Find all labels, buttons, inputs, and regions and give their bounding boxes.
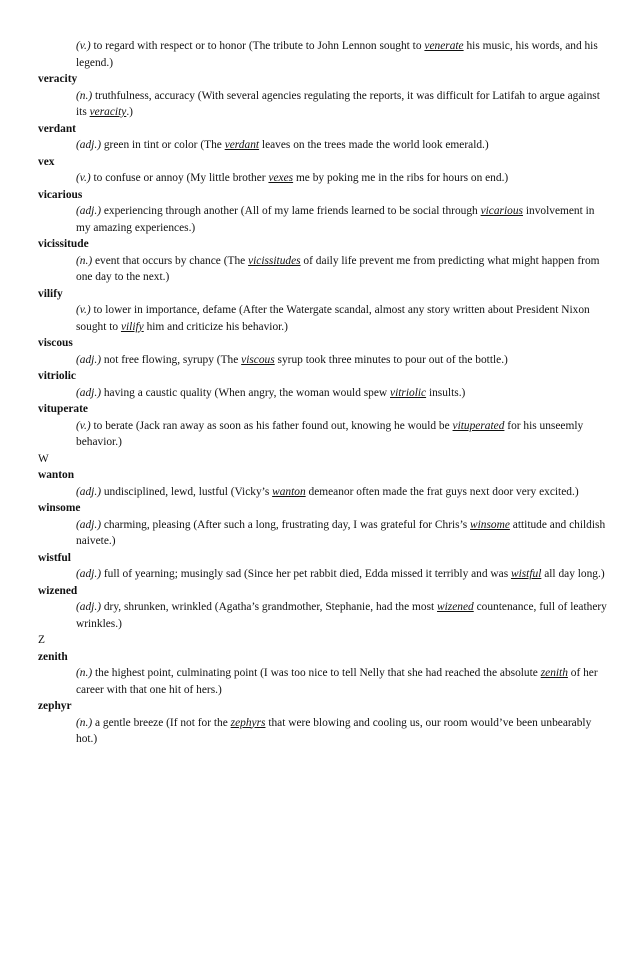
- definition-text: the highest point, culminating point (I was too nice to tell Nelly that she had reached the absolute: [92, 667, 541, 679]
- glossary-entry: [38, 71, 608, 121]
- definition-text: to confuse or annoy (My little brother: [90, 172, 269, 184]
- example-text: countenance, full of leathery wrinkles.): [76, 601, 607, 630]
- example-text: .): [126, 106, 133, 118]
- entry-definition: [38, 385, 608, 402]
- definition-text: full of yearning; musingly sad (Since her pet rabbit died, Edda missed it terribly and was: [101, 568, 511, 580]
- glossary-entry: [38, 368, 608, 401]
- definition-text: to berate (Jack ran away as soon as his father found out, knowing he would be: [90, 419, 453, 432]
- entry-definition: [38, 38, 608, 71]
- example-word: wanton: [272, 485, 306, 498]
- definition-text: a gentle breeze (If not for the: [92, 716, 231, 729]
- part-of-speech: (adj.): [76, 139, 101, 151]
- example-word: zenith: [540, 667, 568, 679]
- example-word: vitriolic: [390, 386, 427, 399]
- definition-text: charming, pleasing (After such a long, frustrating day, I was grateful for Chris’s: [101, 518, 471, 531]
- example-text: him and criticize his behavior.): [143, 320, 288, 333]
- entry-word: winsome: [38, 502, 81, 514]
- entry-word: vituperate: [38, 403, 88, 415]
- glossary-entry: [38, 286, 608, 336]
- example-word: venerate: [424, 40, 464, 52]
- glossary-entry: [38, 401, 608, 451]
- entry-definition: [38, 203, 608, 236]
- glossary-entry: [38, 154, 608, 187]
- definition-text: to lower in importance, defame (After the Watergate scandal, almost any story written about President Nixon sought to: [76, 304, 590, 333]
- part-of-speech: (adj.): [76, 386, 101, 399]
- entry-definition: [38, 137, 608, 154]
- entry-word: viscous: [38, 337, 73, 349]
- entry-word: wistful: [38, 551, 71, 564]
- definition-text: not free flowing, syrupy (The: [101, 353, 242, 366]
- example-text: attitude and childish naivete.): [76, 518, 606, 547]
- entry-word: wanton: [38, 469, 75, 481]
- example-text: his music, his words, and his legend.): [76, 40, 598, 69]
- example-word: vicissitudes: [248, 254, 301, 267]
- example-text: me by poking me in the ribs for hours on end.): [293, 172, 509, 184]
- entry-word: verdant: [38, 122, 76, 135]
- definition-text: experiencing through another (All of my lame friends learned to be social through: [101, 205, 481, 217]
- glossary-entry: [38, 236, 608, 286]
- part-of-speech: (v.): [76, 419, 91, 432]
- entry-definition: [38, 715, 608, 748]
- entry-word: vicarious: [38, 188, 83, 201]
- part-of-speech: (v.): [76, 172, 91, 184]
- example-word: vicarious: [480, 205, 523, 217]
- glossary-entry: [38, 187, 608, 237]
- entry-definition: [38, 599, 608, 632]
- definition-text: having a caustic quality (When angry, the woman would spew: [101, 386, 391, 399]
- example-text: insults.): [426, 386, 466, 399]
- example-word: verdant: [224, 139, 260, 151]
- entry-definition: [38, 352, 608, 369]
- entry-word: vicissitude: [38, 238, 89, 250]
- part-of-speech: (adj.): [76, 601, 101, 613]
- part-of-speech: (v.): [76, 304, 91, 316]
- entry-definition: [38, 665, 608, 698]
- definition-text: undisciplined, lewd, lustful (Vicky’s: [101, 485, 273, 498]
- example-word: wistful: [510, 568, 542, 580]
- section-letter: W: [38, 452, 49, 465]
- example-text: of daily life prevent me from predicting what might happen from one day to the next.): [76, 254, 600, 283]
- entry-word: vex: [38, 155, 55, 168]
- glossary-entry: [38, 38, 608, 71]
- definition-text: dry, shrunken, wrinkled (Agatha’s grandmother, Stephanie, had the most: [101, 601, 438, 613]
- example-text: leaves on the trees made the world look emerald.): [259, 139, 489, 151]
- example-text: demeanor often made the frat guys next door very excited.): [305, 485, 579, 498]
- entry-word: wizened: [38, 584, 78, 597]
- glossary-entry: [38, 698, 608, 748]
- glossary-entry: [38, 467, 608, 500]
- example-word: wizened: [437, 601, 474, 613]
- glossary-entry: [38, 500, 608, 550]
- entry-definition: [38, 418, 608, 451]
- example-word: veracity: [89, 106, 127, 118]
- entry-word: veracity: [38, 73, 78, 85]
- part-of-speech: (n.): [76, 716, 93, 729]
- entry-word: zenith: [38, 650, 68, 663]
- part-of-speech: (n.): [76, 89, 93, 102]
- part-of-speech: (adj.): [76, 568, 101, 580]
- section-letter: Z: [38, 634, 45, 646]
- glossary-entry: [38, 335, 608, 368]
- entry-word: zephyr: [38, 700, 72, 712]
- part-of-speech: (adj.): [76, 485, 101, 498]
- glossary-entry: [38, 583, 608, 633]
- definition-text: green in tint or color (The: [101, 139, 225, 151]
- part-of-speech: (v.): [76, 40, 91, 52]
- glossary-entry: [38, 121, 608, 154]
- example-text: for his unseemly behavior.): [76, 419, 584, 448]
- definition-text: to regard with respect or to honor (The tribute to John Lennon sought to: [90, 40, 425, 52]
- part-of-speech: (n.): [76, 254, 93, 267]
- entry-word: vilify: [38, 287, 63, 300]
- example-word: vexes: [268, 172, 294, 184]
- example-text: all day long.): [541, 568, 605, 580]
- example-text: syrup took three minutes to pour out of the bottle.): [274, 353, 508, 366]
- example-word: vilify: [120, 320, 144, 333]
- part-of-speech: (n.): [76, 667, 93, 679]
- example-word: vituperated: [452, 419, 505, 432]
- example-text: involvement in my amazing experiences.): [76, 205, 595, 234]
- example-text: that were blowing and cooling us, our room would’ve been unbearably hot.): [76, 716, 592, 745]
- part-of-speech: (adj.): [76, 353, 101, 366]
- glossary-entry: [38, 649, 608, 699]
- definition-text: event that occurs by chance (The: [92, 254, 249, 267]
- example-word: zephyrs: [230, 716, 266, 729]
- entry-definition: [38, 302, 608, 335]
- part-of-speech: (adj.): [76, 205, 101, 217]
- glossary-list: [38, 38, 608, 748]
- entry-definition: [38, 88, 608, 121]
- entry-definition: [38, 170, 608, 187]
- example-text: of her career with that one hit of hers.): [76, 667, 598, 696]
- glossary-entry: [38, 550, 608, 583]
- definition-text: truthfulness, accuracy (With several agencies regulating the reports, it was difficult for Latifah to argue against its: [76, 89, 600, 118]
- entry-definition: [38, 566, 608, 583]
- entry-word: vitriolic: [38, 370, 76, 382]
- entry-definition: [38, 253, 608, 286]
- example-word: viscous: [241, 353, 275, 366]
- part-of-speech: (adj.): [76, 518, 101, 531]
- entry-definition: [38, 517, 608, 550]
- entry-definition: [38, 484, 608, 501]
- example-word: winsome: [470, 518, 510, 531]
